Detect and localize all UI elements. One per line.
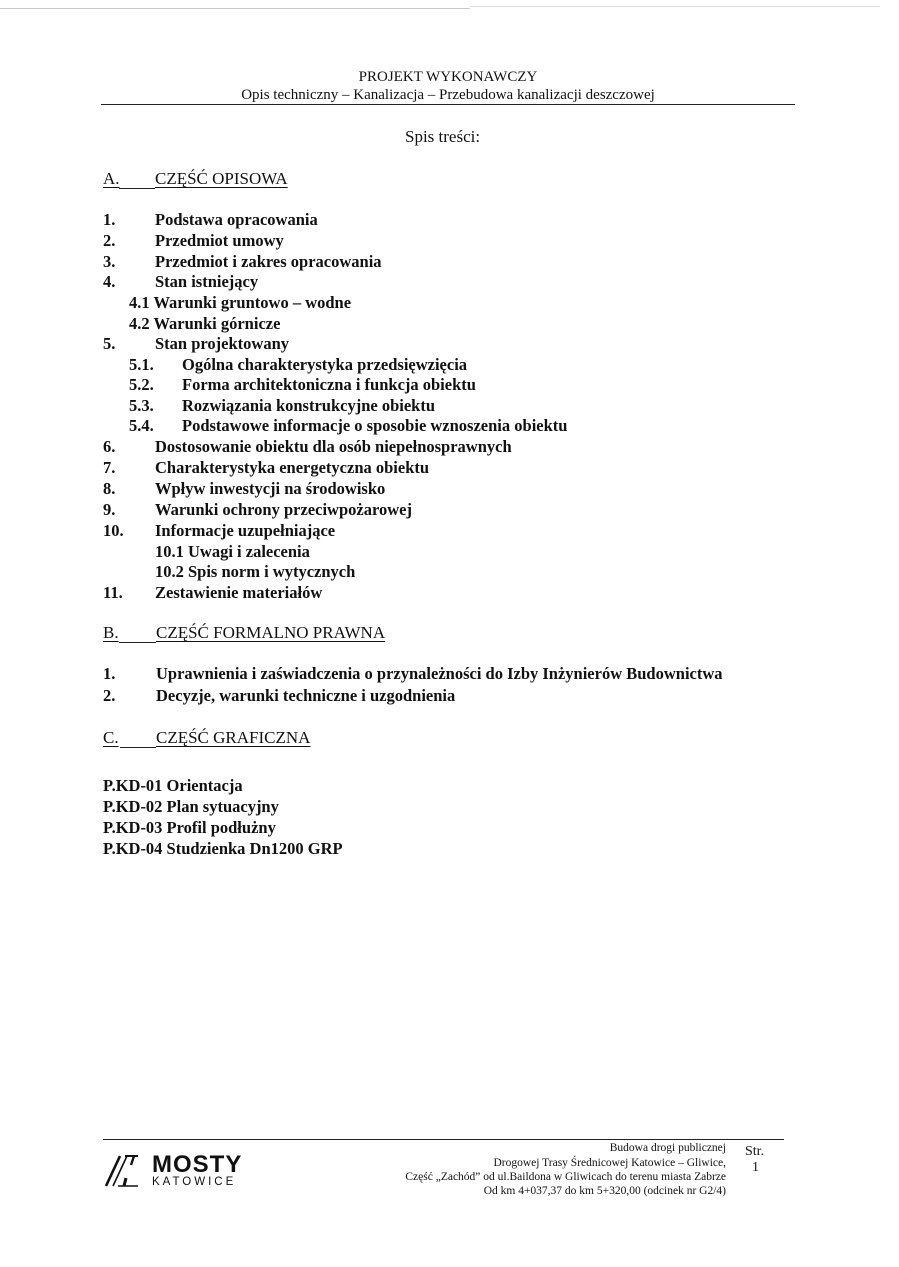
toc-entry: Warunki ochrony przeciwpożarowej [155, 500, 412, 519]
toc-subnumber: 5.1. [129, 355, 154, 374]
toc-subnumber: 5.3. [129, 396, 154, 415]
page-label: Str. [745, 1144, 765, 1159]
section-a-letter: A. [103, 169, 120, 188]
toc-entry: Przedmiot i zakres opracowania [155, 252, 382, 271]
toc-entry: Decyzje, warunki techniczne i uzgodnienia [156, 686, 456, 705]
toc-subentry: 4.1 Warunki gruntowo – wodne [129, 293, 352, 312]
toc-subentry: 10.2 Spis norm i wytycznych [155, 562, 356, 581]
toc-number: 2. [103, 686, 116, 705]
scan-artifact [470, 6, 880, 7]
toc-number: 6. [103, 437, 116, 456]
footer-rule [103, 1139, 784, 1140]
toc-number: 3. [103, 252, 116, 271]
toc-number: 1. [103, 664, 116, 683]
mosty-logo-icon [104, 1153, 142, 1187]
section-b-letter: B. [103, 623, 119, 642]
scan-artifact [0, 8, 470, 9]
drawing-entry: P.KD-03 Profil podłużny [103, 818, 276, 837]
toc-subentry: Podstawowe informacje o sposobie wznoszenia obiektu [182, 416, 568, 435]
section-c-underline-gap [120, 747, 156, 748]
section-a-title: CZĘŚĆ OPISOWA [155, 169, 288, 188]
toc-subentry: 4.2 Warunki górnicze [129, 314, 281, 333]
toc-number: 1. [103, 210, 116, 229]
header-rule [101, 104, 795, 105]
toc-entry: Dostosowanie obiektu dla osób niepełnosprawnych [155, 437, 512, 456]
footer-line: Od km 4+037,37 do km 5+320,00 (odcinek nr G2/4) [483, 1185, 726, 1197]
footer-line: Część „Zachód” od ul.Baildona w Gliwicach do terenu miasta Zabrze [405, 1171, 726, 1183]
section-c-letter: C. [103, 728, 119, 747]
toc-number: 11. [103, 583, 123, 602]
toc-number: 2. [103, 231, 116, 250]
toc-subentry: Rozwiązania konstrukcyjne obiektu [182, 396, 436, 415]
toc-number: 5. [103, 334, 116, 353]
page-number: 1 [752, 1160, 759, 1175]
drawing-entry: P.KD-04 Studzienka Dn1200 GRP [103, 839, 343, 858]
drawing-entry: P.KD-01 Orientacja [103, 776, 243, 795]
footer-line: Drogowej Trasy Średnicowej Katowice – Gliwice, [493, 1157, 726, 1169]
toc-number: 4. [103, 272, 116, 291]
toc-entry: Stan projektowany [155, 334, 290, 353]
toc-subentry: Ogólna charakterystyka przedsięwzięcia [182, 355, 468, 374]
section-a-underline-gap [119, 188, 155, 189]
toc-subnumber: 5.2. [129, 375, 154, 394]
toc-number: 7. [103, 458, 116, 477]
toc-subnumber: 5.4. [129, 416, 154, 435]
toc-entry: Zestawienie materiałów [155, 583, 323, 602]
toc-number: 8. [103, 479, 116, 498]
toc-number: 9. [103, 500, 116, 519]
toc-entry: Podstawa opracowania [155, 210, 318, 229]
toc-number: 10. [103, 521, 124, 540]
toc-entry: Przedmiot umowy [155, 231, 284, 250]
toc-entry: Charakterystyka energetyczna obiektu [155, 458, 430, 477]
toc-subentry: 10.1 Uwagi i zalecenia [155, 542, 310, 561]
header-title: PROJEKT WYKONAWCZY [358, 69, 538, 85]
header-subtitle: Opis techniczny – Kanalizacja – Przebudowa kanalizacji deszczowej [241, 87, 655, 103]
toc-entry: Uprawnienia i zaświadczenia o przynależności do Izby Inżynierów Budownictwa [156, 664, 723, 683]
drawing-entry: P.KD-02 Plan sytuacyjny [103, 797, 279, 816]
toc-title: Spis treści: [405, 127, 481, 146]
section-b-title: CZĘŚĆ FORMALNO PRAWNA [156, 623, 386, 642]
section-c-title: CZĘŚĆ GRAFICZNA [156, 728, 311, 747]
logo-wordmark: MOSTY [152, 1151, 243, 1178]
footer-line: Budowa drogi publicznej [609, 1142, 726, 1154]
toc-subentry: Forma architektoniczna i funkcja obiektu [182, 375, 476, 394]
toc-entry: Stan istniejący [155, 272, 259, 291]
section-b-underline-gap [119, 642, 156, 643]
toc-entry: Wpływ inwestycji na środowisko [155, 479, 386, 498]
toc-entry: Informacje uzupełniające [155, 521, 336, 540]
logo-city: KATOWICE [152, 1176, 237, 1188]
